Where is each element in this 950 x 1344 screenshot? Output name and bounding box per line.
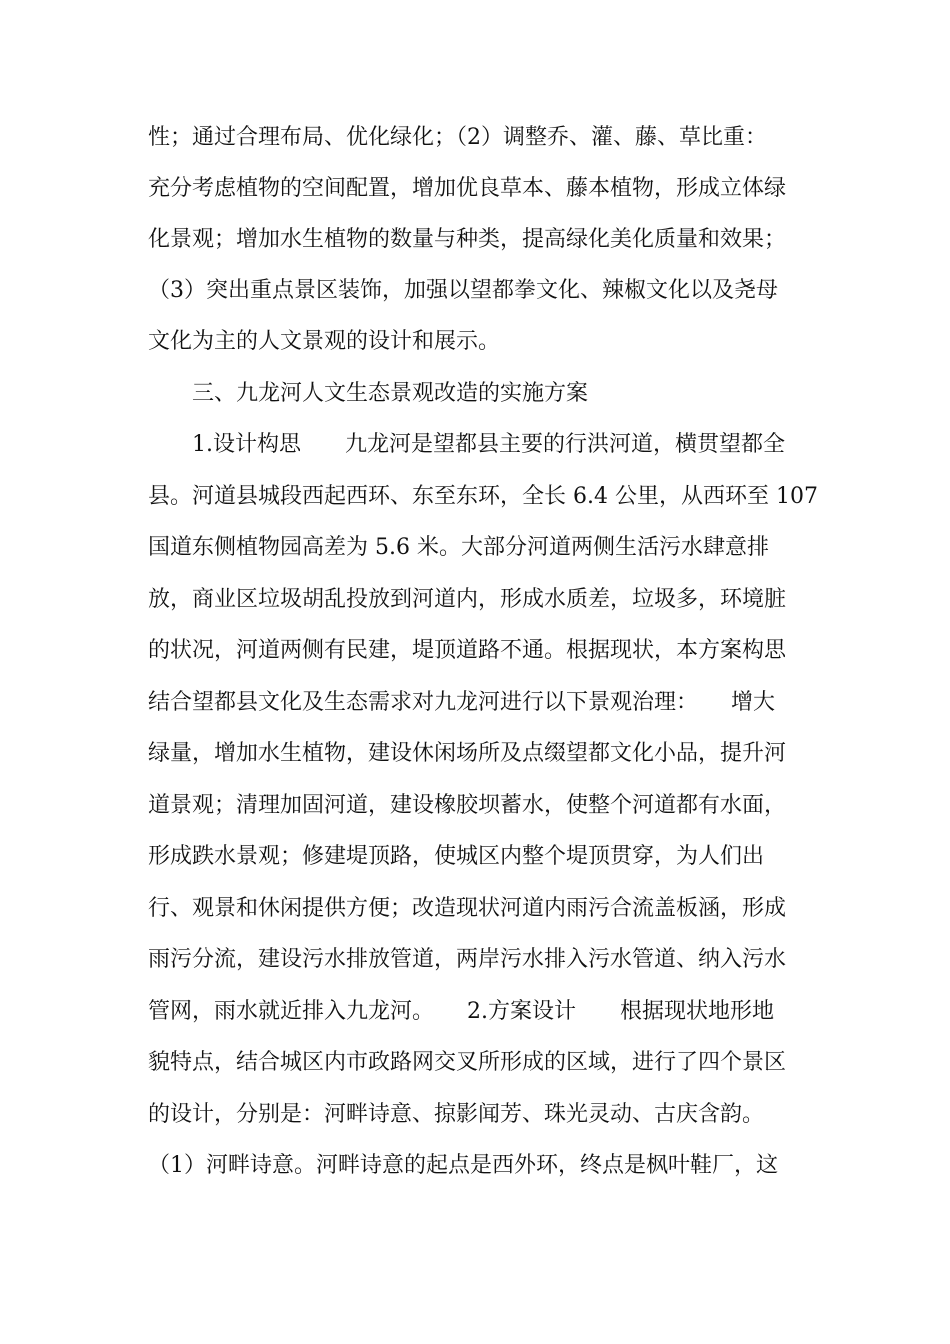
text-line: 行、观景和休闲提供方便；改造现状河道内雨污合流盖板涵，形成 — [148, 896, 787, 921]
text-line: （3）突出重点景区装饰，加强以望都拳文化、辣椒文化以及尧母 — [148, 278, 778, 303]
text-line: 结合望都县文化及生态需求对九龙河进行以下景观治理： 增大 — [148, 690, 776, 715]
text-line: 国道东侧植物园高差为 5.6 米。大部分河道两侧生活污水肆意排 — [148, 535, 769, 560]
text-line: 貌特点，结合城区内市政路网交叉所形成的区域，进行了四个景区 — [148, 1050, 787, 1075]
section-heading: 三、九龙河人文生态景观改造的实施方案 — [192, 381, 589, 406]
text-line: 雨污分流，建设污水排放管道，两岸污水排入污水管道、纳入污水 — [148, 947, 787, 972]
text-line: （1）河畔诗意。河畔诗意的起点是西外环，终点是枫叶鞋厂，这 — [148, 1153, 778, 1178]
text-line: 1.设计构思 九龙河是望都县主要的行洪河道，横贯望都全 — [192, 432, 785, 457]
text-line: 管网，雨水就近排入九龙河。 2.方案设计 根据现状地形地 — [148, 999, 774, 1024]
text-line: 的设计，分别是：河畔诗意、掠影闻芳、珠光灵动、古庆含韵。 — [148, 1102, 765, 1127]
text-line: 绿量，增加水生植物，建设休闲场所及点缀望都文化小品，提升河 — [148, 741, 787, 766]
text-line: 县。河道县城段西起西环、东至东环，全长 6.4 公里，从西环至 107 — [148, 484, 818, 509]
text-line: 化景观；增加水生植物的数量与种类，提高绿化美化质量和效果； — [148, 227, 787, 252]
text-line: 道景观；清理加固河道，建设橡胶坝蓄水，使整个河道都有水面， — [148, 793, 787, 818]
text-line: 的状况，河道两侧有民建，堤顶道路不通。根据现状，本方案构思 — [148, 638, 787, 663]
text-line: 性；通过合理布局、优化绿化；（2）调整乔、灌、藤、草比重： — [148, 125, 767, 150]
text-line: 文化为主的人文景观的设计和展示。 — [148, 329, 501, 354]
text-line: 形成跌水景观；修建堤顶路，使城区内整个堤顶贯穿，为人们出 — [148, 844, 765, 869]
text-line: 放，商业区垃圾胡乱投放到河道内，形成水质差，垃圾多，环境脏 — [148, 587, 787, 612]
text-line: 充分考虑植物的空间配置，增加优良草本、藤本植物，形成立体绿 — [148, 176, 787, 201]
